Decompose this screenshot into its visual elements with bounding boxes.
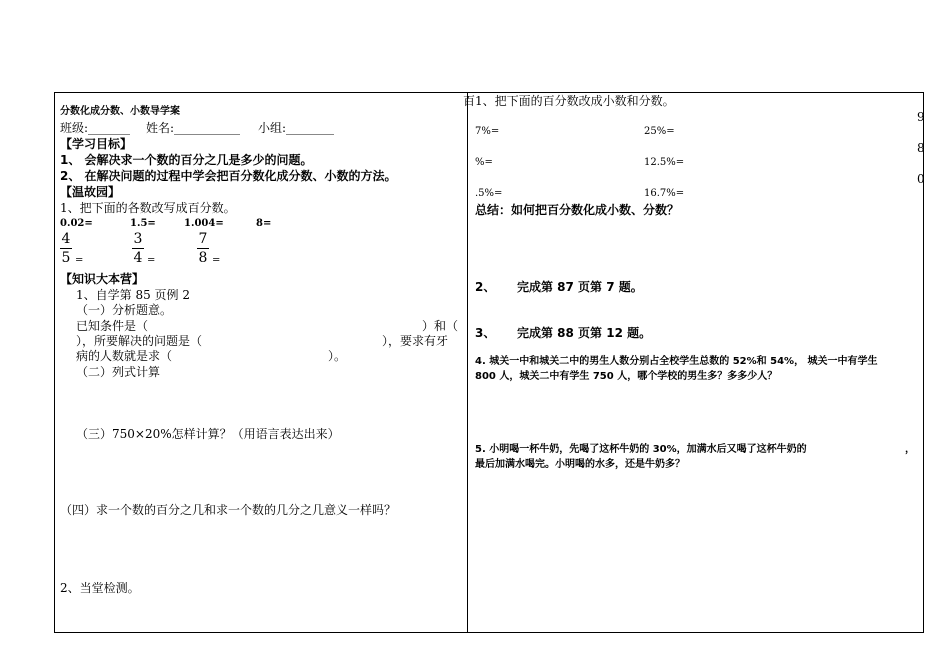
word-problem-5-line-1: 5. 小明喝一杯牛奶，先喝了这杯牛奶的 30%，加满水后又喝了这杯牛奶的 (475, 444, 807, 455)
summary-question: 总结：如何把百分数化成小数、分数？ (475, 203, 680, 217)
fraction-denominator: 4 (133, 250, 143, 266)
problem-to-solve-label: ），所要解决的问题是（ (76, 334, 203, 348)
fraction-bar (197, 248, 209, 249)
group-label: 小组:________ (258, 121, 335, 135)
goals-header: 【学习目标】 (60, 137, 133, 151)
decimal-item-2: 1.5= (130, 218, 156, 229)
worksheet-title: 分数化成分数、小数导学案 (60, 106, 180, 117)
review-header: 【温故园】 (60, 185, 121, 199)
patients-tail: ）。 (328, 349, 347, 363)
conversion-question: 1、把下面的百分数改成小数和分数。 (475, 94, 675, 108)
percent-item-1: 7%= (475, 126, 500, 137)
in-class-test: 2、当堂检测。 (60, 581, 140, 595)
exercise-2-number: 2、 (475, 280, 496, 294)
compare-meaning-step: （四）求一个数的百分之几和求一个数的几分之几意义一样吗？ (60, 503, 397, 517)
fraction-denominator: 5 (61, 250, 71, 266)
column-divider (467, 92, 468, 633)
fraction-numerator: 3 (133, 231, 143, 247)
fraction-denominator: 8 (198, 250, 208, 266)
fraction-bar (132, 248, 144, 249)
problem-to-solve-tail: ），要求有牙 (382, 334, 449, 348)
fraction-7-8 (197, 232, 209, 265)
fraction-equals: = (212, 255, 221, 266)
exercise-3-number: 3、 (475, 326, 496, 340)
name-label: 姓名:___________ (146, 121, 241, 135)
percent-item-4: 12.5%= (644, 157, 685, 168)
goal-2: 2、 在解决问题的过程中学会把百分数化成分数、小数的方法。 (60, 169, 397, 183)
calculation-step: （二）列式计算 (76, 365, 161, 379)
patients-label: 病的人数就是求（ (76, 349, 173, 363)
class-label: 班级:_______ (60, 121, 131, 135)
fraction-equals: = (75, 255, 84, 266)
knowledge-header: 【知识大本营】 (60, 272, 145, 286)
fraction-numerator: 7 (198, 231, 208, 247)
word-problem-4-line-2: 800 人，城关二中有学生 750 人，哪个学校的男生多？多多少人？ (475, 371, 778, 382)
word-problem-5-line-2: 最后加满水喝完。小明喝的水多，还是牛奶多？ (475, 459, 685, 470)
review-question: 1、把下面的各数改写成百分数。 (60, 201, 236, 215)
stray-character: 百 (463, 94, 476, 108)
margin-digit-1: 9 (917, 110, 925, 124)
percent-item-2: 25%= (644, 126, 675, 137)
exercise-3: 完成第 88 页第 12 题。 (517, 326, 652, 340)
known-conditions-label: 已知条件是（ (76, 319, 149, 333)
goal-1: 1、 会解决求一个数的百分之几是多少的问题。 (60, 153, 313, 167)
decimal-item-1: 0.02= (60, 218, 93, 229)
percent-item-3: %= (475, 157, 493, 168)
decimal-item-4: 8= (256, 218, 272, 229)
fraction-equals: = (147, 255, 156, 266)
self-study-item: 1、自学第 85 页例 2 (76, 288, 190, 302)
word-problem-5-comma: ， (905, 444, 915, 455)
margin-digit-3: 0 (917, 172, 925, 186)
fraction-4-5 (60, 232, 72, 265)
fraction-numerator: 4 (61, 231, 71, 247)
fraction-bar (60, 248, 72, 249)
exercise-2: 完成第 87 页第 7 题。 (517, 280, 643, 294)
percent-item-5: .5%= (475, 188, 503, 199)
decimal-item-3: 1.004= (184, 218, 224, 229)
fraction-3-4 (132, 232, 144, 265)
explain-step: （三）750×20%怎样计算？（用语言表达出来） (76, 427, 340, 441)
known-conditions-and: ）和（ (422, 319, 459, 333)
analyze-step: （一）分析题意。 (76, 303, 173, 317)
margin-digit-2: 8 (917, 141, 925, 155)
percent-item-6: 16.7%= (644, 188, 685, 199)
word-problem-4-line-1: 4. 城关一中和城关二中的男生人数分别占全校学生总数的 52%和 54%， 城关一中有学生 (475, 356, 878, 367)
